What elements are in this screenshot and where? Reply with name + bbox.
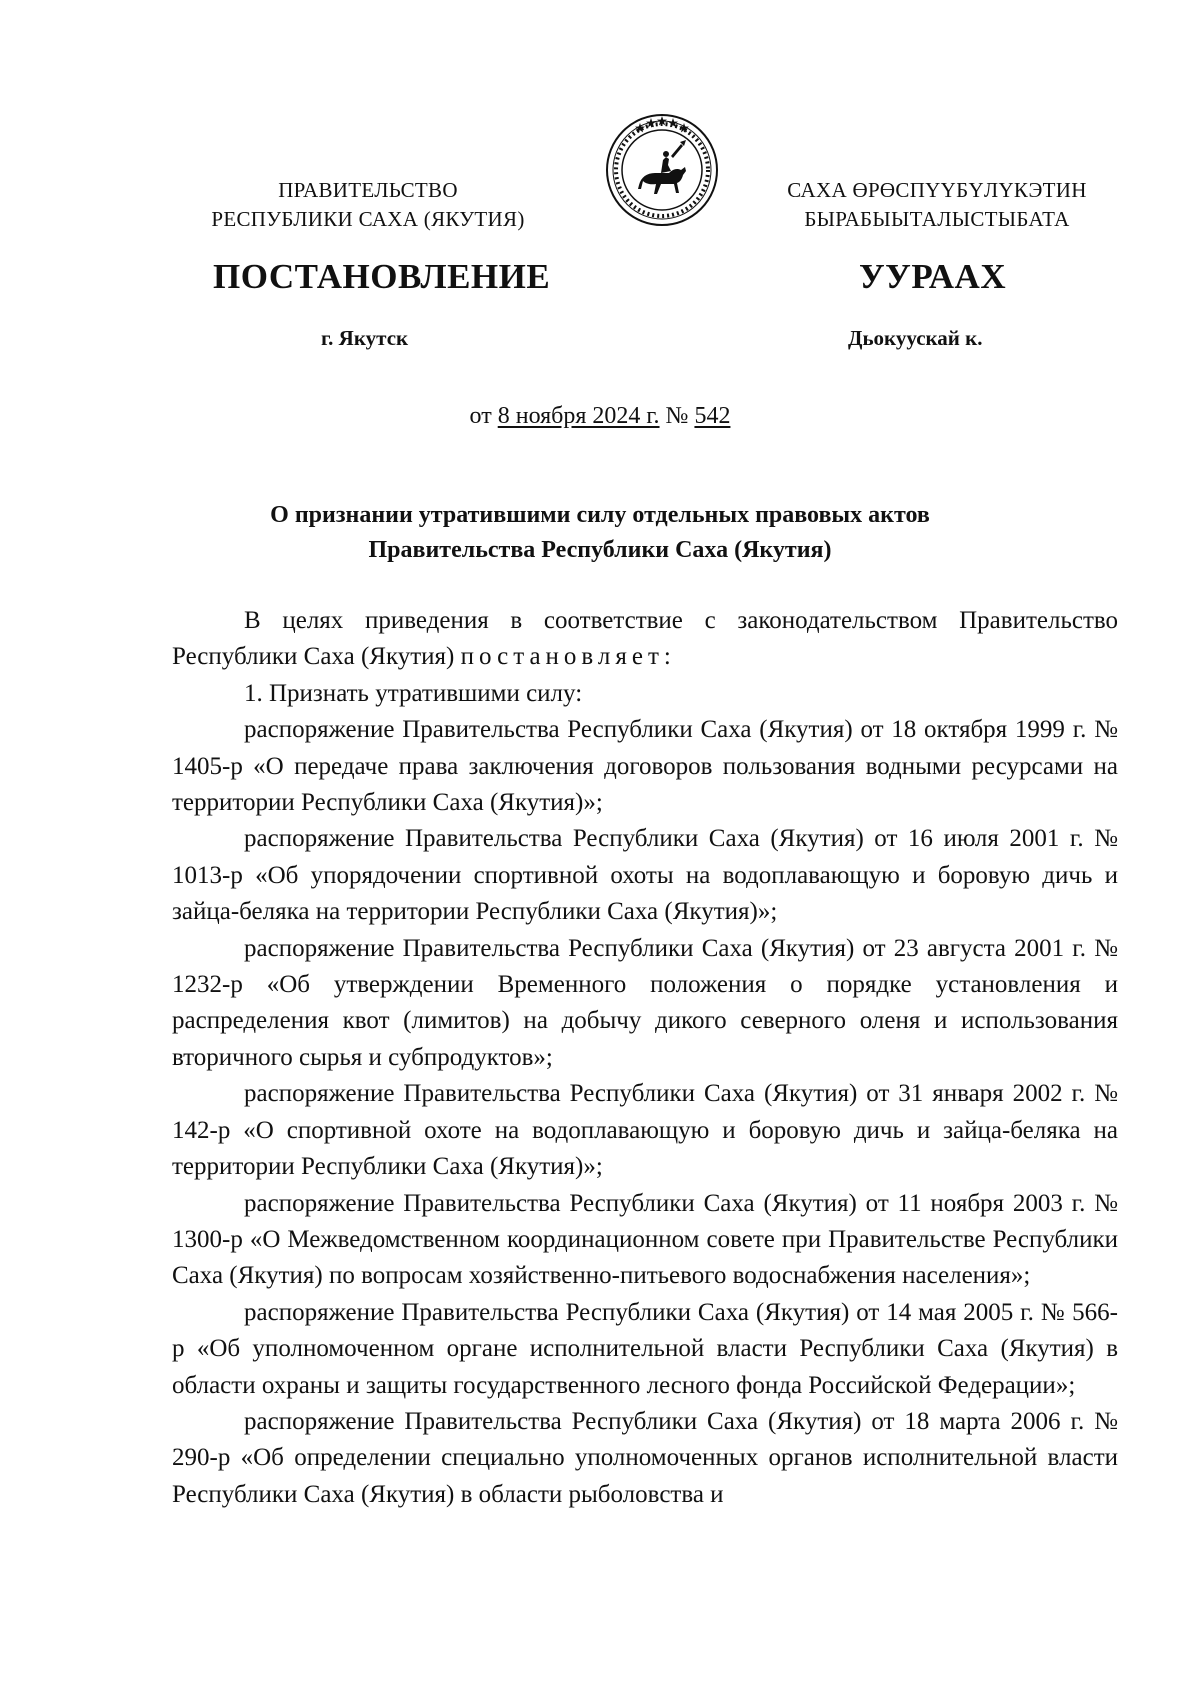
title-line2: Правительства Республики Саха (Якутия) (368, 537, 832, 563)
doc-type-ru: ПОСТАНОВЛЕНИЕ (213, 257, 551, 296)
coat-of-arms-icon (605, 113, 719, 227)
intro-text: В целях приведения в соответствие с законодательством Правительство Республики Саха (Якутия) (172, 607, 1118, 671)
dateline-prefix: от (469, 403, 492, 429)
item-1-heading: 1. Признать утратившими силу: (244, 679, 583, 707)
government-name-ru-line2: РЕСПУБЛИКИ САХА (ЯКУТИЯ) (211, 207, 525, 231)
government-name-sah-line2: БЫРАБЫЫТАЛЫСТЫБАТА (804, 207, 1070, 231)
body-paragraph: распоряжение Правительства Республики Саха (Якутия) от 31 января 2002 г. № 142-р «О спортивной охоте на водоплавающую и боровую дичь и зайца-беляка на территории Республики Саха (Якутия)»; (172, 1080, 1118, 1181)
document-body (172, 603, 1118, 1513)
body-paragraph: распоряжение Правительства Республики Саха (Якутия) от 14 мая 2005 г. № 566-р «Об уполномоченном органе исполнительной власти Республики Саха (Якутия) в области охраны и защиты государственного лесного фонда Российской Федерации»; (172, 1298, 1118, 1399)
government-name-ru (188, 176, 548, 234)
number-sign: № (665, 403, 689, 429)
body-paragraph: распоряжение Правительства Республики Саха (Якутия) от 23 августа 2001 г. № 1232-р «Об утверждении Временного положения о порядке установления и распределения квот (лимитов) на добычу дикого северного оленя и использования вторичного сырья и субпродуктов»; (172, 934, 1118, 1071)
doc-type-sah: УУРААХ (859, 257, 1007, 296)
body-paragraph: распоряжение Правительства Республики Саха (Якутия) от 18 октября 1999 г. № 1405-р «О передаче права заключения договоров пользования водными ресурсами на территории Республики Саха (Якутия)»; (172, 716, 1118, 817)
body-paragraph: распоряжение Правительства Республики Саха (Якутия) от 16 июля 2001 г. № 1013-р «Об упорядочении спортивной охоты на водоплавающую и боровую дичь и зайца-беляка на территории Республики Саха (Якутия)»; (172, 825, 1118, 926)
government-name-sah-line1: САХА ӨРӨСПYYБYЛYКЭТИН (787, 178, 1087, 202)
body-paragraph: распоряжение Правительства Республики Саха (Якутия) от 18 марта 2006 г. № 290-р «Об определении специально уполномоченных органов исполнительной власти Республики Саха (Якутия) в области рыболовства и (172, 1407, 1118, 1508)
city-sah: Дьокуускай к. (848, 326, 983, 350)
government-name-sah (752, 176, 1122, 234)
body-paragraph: распоряжение Правительства Республики Саха (Якутия) от 11 ноября 2003 г. № 1300-р «О Межведомственном координационном совете при Правительстве Республики Саха (Якутия) по вопросам хозяйственно-питьевого водоснабжения населения»; (172, 1189, 1118, 1290)
intro-paragraph (172, 603, 1118, 676)
government-name-ru-line1: ПРАВИТЕЛЬСТВО (278, 178, 458, 202)
document-title (170, 498, 1030, 568)
document-dateline (0, 403, 1200, 430)
title-line1: О признании утратившими силу отдельных правовых актов (270, 502, 930, 528)
document-date: 8 ноября 2024 г. (497, 403, 660, 429)
city-ru: г. Якутск (321, 326, 409, 350)
document-number: 542 (694, 403, 731, 429)
intro-verb: постановляет: (460, 643, 676, 671)
